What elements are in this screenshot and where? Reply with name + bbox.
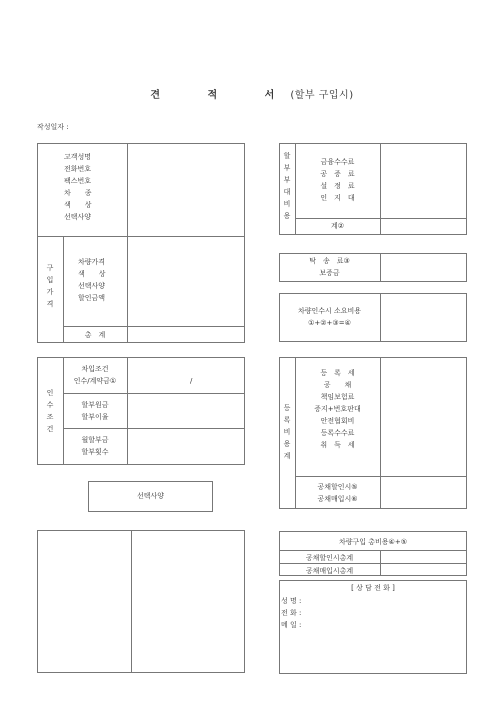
- deposit-slash: /: [190, 377, 193, 385]
- handover-cost-label: 차량인수시 소요비용: [297, 307, 362, 315]
- principal-label: 할부원금: [81, 401, 109, 409]
- delivery-labels: [279, 255, 380, 279]
- title-main: 견 적 서: [150, 90, 297, 101]
- price-options-label: 선택사양: [78, 282, 106, 290]
- bond-purchase-label: 공채매입시⑥: [317, 495, 358, 503]
- customer-options-label: 선택사양: [64, 213, 92, 221]
- monthly-payment-label: 월할부금: [81, 436, 109, 444]
- registration-fee-label: 등록수수료: [320, 429, 355, 437]
- total-buy-label: 공채매입시총계: [305, 567, 354, 575]
- monthly-labels: [63, 434, 127, 458]
- interest-rate-label: 할부이율: [81, 413, 109, 421]
- notes-block: [37, 530, 245, 673]
- registration-side-label: 등 록 비 용 계: [283, 404, 291, 460]
- registration-labels: [295, 367, 380, 451]
- fee-side-label: 할 부 부 대 비 용: [283, 152, 291, 220]
- price-side-label: 구 입 가 격: [46, 264, 54, 308]
- rate-labels: [63, 399, 127, 423]
- plate-fee-label: 증지+번호판대: [314, 405, 361, 413]
- bond-discount-label: 공채할인시⑤: [317, 483, 358, 491]
- car-model-label: 차 종: [64, 189, 92, 197]
- options-box: [88, 481, 213, 512]
- price-labels: [78, 256, 106, 304]
- bond-label: 공 채: [323, 381, 352, 389]
- page-title: [0, 86, 504, 101]
- guarantee-label: 보증금: [319, 269, 340, 277]
- fee-sum-label: 계②: [330, 222, 345, 230]
- acquisition-tax-label: 취 득 세: [320, 441, 355, 449]
- consult-phone-label: 전 화 :: [281, 609, 302, 617]
- total-purchase-label: 차량구입 총비용④+⑤: [339, 538, 407, 546]
- price-color-label: 색 상: [78, 270, 106, 278]
- consult-name-label: 성 명 :: [281, 597, 302, 605]
- fee-labels: [295, 156, 380, 204]
- total-discount-label: 공채할인시총계: [305, 554, 354, 562]
- consult-block: [279, 580, 467, 674]
- handover-labels: [279, 305, 380, 329]
- insurance-label: 책임보험료: [320, 393, 355, 401]
- cond-labels: [63, 363, 127, 387]
- registration-tax-label: 등 록 세: [320, 369, 355, 377]
- consult-email-label: 메 일 :: [281, 621, 302, 629]
- customer-labels: [64, 151, 92, 223]
- customer-phone-label: 전화번호: [64, 165, 92, 173]
- options-label: 선택사양: [136, 492, 165, 500]
- handover-formula-label: ①+②+③=④: [308, 319, 351, 327]
- installment-count-label: 할부횟수: [81, 448, 109, 456]
- finance-fee-label: 금융수수료: [320, 158, 355, 166]
- car-color-label: 색 상: [64, 201, 92, 209]
- loan-condition-label: 차입조건: [81, 365, 109, 373]
- deposit-label: 인수/계약금①: [73, 377, 117, 385]
- stamp-fee-label: 인 지 대: [320, 194, 355, 202]
- bond-option-labels: [295, 481, 380, 505]
- customer-fax-label: 팩스번호: [64, 177, 92, 185]
- date-label: 작성일자 :: [37, 123, 69, 131]
- consult-labels: [281, 595, 301, 631]
- consult-title: [ 상 담 전 화 ]: [351, 584, 395, 592]
- car-price-label: 차량가격: [78, 258, 106, 266]
- price-total-label: 총 계: [84, 331, 106, 339]
- title-sub: (할부 구입시): [290, 90, 354, 101]
- setup-fee-label: 설 정 료: [320, 182, 355, 190]
- delivery-fee-label: 탁 송 료③: [309, 257, 350, 265]
- discount-label: 할인금액: [78, 294, 106, 302]
- notary-fee-label: 공 증 료: [320, 170, 355, 178]
- customer-name-label: 고객성명: [64, 153, 92, 161]
- terms-side-label: 인 수 조 건: [46, 389, 54, 433]
- safety-fee-label: 안전협회비: [320, 417, 355, 425]
